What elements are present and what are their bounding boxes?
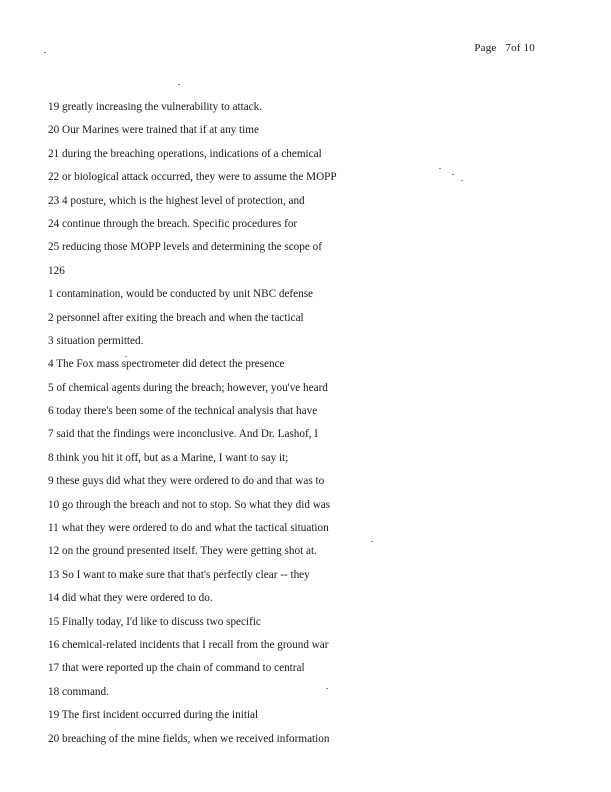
transcript-line: 14 did what they were ordered to do. bbox=[48, 592, 213, 605]
transcript-line: 25 reducing those MOPP levels and determining the scope of bbox=[48, 241, 322, 254]
transcript-line: 1 contamination, would be conducted by unit NBC defense bbox=[48, 288, 314, 301]
transcript-line: 23 4 posture, which is the highest level of protection, and bbox=[48, 194, 305, 207]
page-value: 7of 10 bbox=[505, 42, 535, 54]
transcript-line: 7 said that the findings were inconclusive. And Dr. Lashof, I bbox=[48, 428, 318, 441]
transcript-line: 8 think you hit it off, but as a Marine, I want to say it; bbox=[48, 451, 289, 464]
transcript-line: 24 continue through the breach. Specific procedures for bbox=[48, 217, 298, 230]
transcript-line: 6 today there's been some of the technical analysis that have bbox=[48, 405, 318, 418]
transcript-line: 2 personnel after exiting the breach and when the tactical bbox=[48, 311, 304, 324]
scan-speck bbox=[44, 52, 46, 53]
transcript-line: 4 The Fox mass spectrometer did detect the presence bbox=[48, 358, 285, 371]
transcript-line: 20 breaching of the mine fields, when we received information bbox=[48, 732, 330, 745]
scan-speck bbox=[371, 541, 373, 542]
scan-speck bbox=[326, 688, 328, 689]
transcript-line: 10 go through the breach and not to stop. So what they did was bbox=[48, 498, 331, 511]
transcript-line: 18 command. bbox=[48, 685, 109, 698]
transcript-line: 9 these guys did what they were ordered to do and that was to bbox=[48, 475, 325, 488]
scan-speck bbox=[439, 168, 441, 169]
transcript-line: 21 during the breaching operations, indications of a chemical bbox=[48, 147, 322, 160]
transcript-line: 19 The first incident occurred during the initial bbox=[48, 709, 259, 722]
scan-speck bbox=[452, 174, 454, 175]
scan-speck bbox=[461, 180, 463, 181]
transcript-line: 16 chemical-related incidents that I recall from the ground war bbox=[48, 638, 329, 651]
transcript-line: 13 So I want to make sure that that's perfectly clear -- they bbox=[48, 568, 310, 581]
transcript-line: 12 on the ground presented itself. They were getting shot at. bbox=[48, 545, 317, 558]
transcript-line: 19 greatly increasing the vulnerability to attack. bbox=[48, 101, 263, 113]
transcript-line: 20 Our Marines were trained that if at any time bbox=[48, 124, 259, 137]
transcript-line: 11 what they were ordered to do and what the tactical situation bbox=[48, 522, 329, 535]
transcript-line: 3 situation permitted. bbox=[48, 334, 144, 347]
scan-speck bbox=[125, 356, 127, 357]
transcript-line: 15 Finally today, I'd like to discuss two specific bbox=[48, 615, 261, 628]
page-label: Page bbox=[474, 42, 497, 54]
transcript-line: 17 that were reported up the chain of command to central bbox=[48, 662, 305, 675]
transcript-lines bbox=[48, 96, 337, 751]
transcript-line: 22 or biological attack occurred, they were to assume the MOPP bbox=[48, 171, 337, 184]
page-number bbox=[474, 42, 535, 54]
transcript-line: 126 bbox=[48, 264, 65, 277]
scan-speck bbox=[178, 84, 180, 85]
transcript-line: 5 of chemical agents during the breach; however, you've heard bbox=[48, 381, 328, 394]
